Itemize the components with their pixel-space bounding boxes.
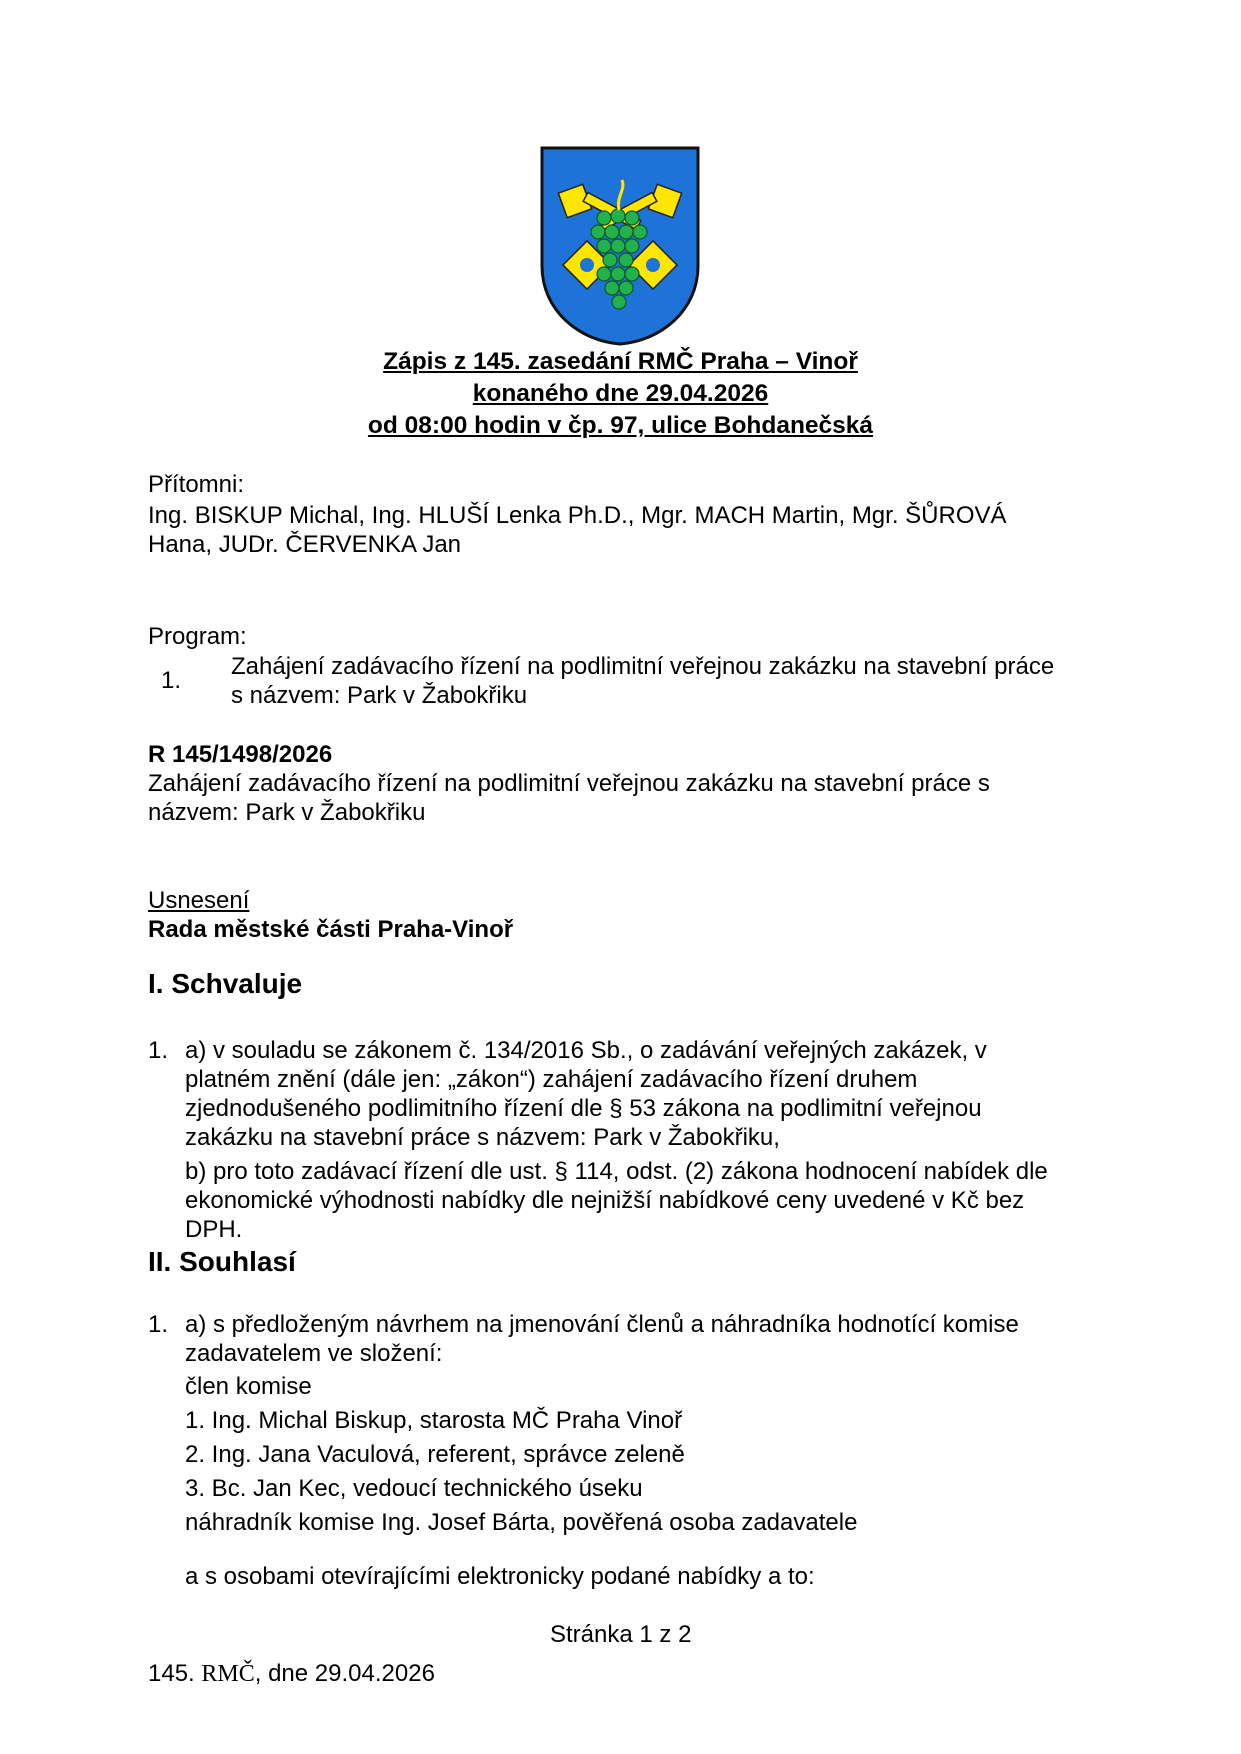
member-3: 3. Bc. Jan Kec, vedoucí technického úseku [185, 1475, 643, 1502]
program-item-line-2: s názvem: Park v Žabokřiku [231, 682, 528, 709]
title-line-1: Zápis z 145. zasedání RMČ Praha – Vinoř [383, 348, 858, 375]
page-number: Stránka 1 z 2 [550, 1621, 692, 1648]
section-2-number: 1. [148, 1311, 169, 1338]
section-1-b-line-3: DPH. [185, 1216, 243, 1243]
council-name: Rada městské části Praha-Vinoř [148, 916, 514, 943]
attendance-line-1: Ing. BISKUP Michal, Ing. HLUŠÍ Lenka Ph.D., Mgr. MACH Martin, Mgr. ŠŮROVÁ [148, 502, 1007, 529]
resolution-code: R 145/1498/2026 [148, 741, 333, 768]
footer-rmc: RMČ [201, 1661, 255, 1687]
title-line-2: konaného dne 29.04.2026 [472, 380, 769, 407]
resolution-subject-line-2: názvem: Park v Žabokřiku [148, 799, 426, 826]
section-1-b-line-2: ekonomické výhodnosti nabídky dle nejnižší nabídkové ceny uvedené v Kč bez [185, 1187, 1025, 1214]
section-1-heading: I. Schvaluje [148, 968, 303, 999]
substitute-member: náhradník komise Ing. Josef Bárta, pověřená osoba zadavatele [185, 1509, 858, 1536]
resolution-subject-line-1: Zahájení zadávacího řízení na podlimitní veřejnou zakázku na stavební práce s [148, 770, 990, 797]
title-line-3: od 08:00 hodin v čp. 97, ulice Bohdanečská [367, 412, 874, 439]
program-label: Program: [148, 623, 247, 650]
document-title [150, 346, 1091, 442]
section-1-b-line-1: b) pro toto zadávací řízení dle ust. § 114, odst. (2) zákona hodnocení nabídek dle [185, 1158, 1048, 1185]
usneseni-label: Usnesení [148, 887, 250, 914]
program-item-number: 1. [161, 667, 182, 694]
footer-meeting-number: 145. [148, 1660, 195, 1687]
section-1-number: 1. [148, 1037, 169, 1064]
member-label: člen komise [185, 1373, 312, 1400]
attendance-label: Přítomni: [148, 471, 245, 498]
member-1: 1. Ing. Michal Biskup, starosta MČ Praha Vinoř [185, 1407, 683, 1434]
section-1-a-line-1: a) v souladu se zákonem č. 134/2016 Sb., o zadávání veřejných zakázek, v [185, 1037, 987, 1064]
footer-meeting-ref [148, 1659, 435, 1689]
section-1-a-line-3: zjednodušeného podlimitního řízení dle § 53 zákona na podlimitní veřejnou [185, 1095, 982, 1122]
crest-icon [540, 146, 700, 346]
section-2-heading: II. Souhlasí [148, 1246, 296, 1277]
section-1-a-line-2: platném znění (dále jen: „zákon“) zahájení zadávacího řízení druhem [185, 1066, 918, 1093]
member-2: 2. Ing. Jana Vaculová, referent, správce zeleně [185, 1441, 685, 1468]
program-item-line-1: Zahájení zadávacího řízení na podlimitní veřejnou zakázku na stavební práce [231, 653, 1055, 680]
openers-line: a s osobami otevírajícími elektronicky podané nabídky a to: [185, 1563, 815, 1590]
attendance-line-2: Hana, JUDr. ČERVENKA Jan [148, 531, 462, 558]
section-1-a-line-4: zakázku na stavební práce s názvem: Park v Žabokřiku, [185, 1124, 780, 1151]
footer-date: , dne 29.04.2026 [254, 1660, 435, 1687]
section-2-a-line-1: a) s předloženým návrhem na jmenování členů a náhradníka hodnotící komise [185, 1311, 1019, 1338]
section-2-a-line-2: zadavatelem ve složení: [185, 1340, 443, 1367]
